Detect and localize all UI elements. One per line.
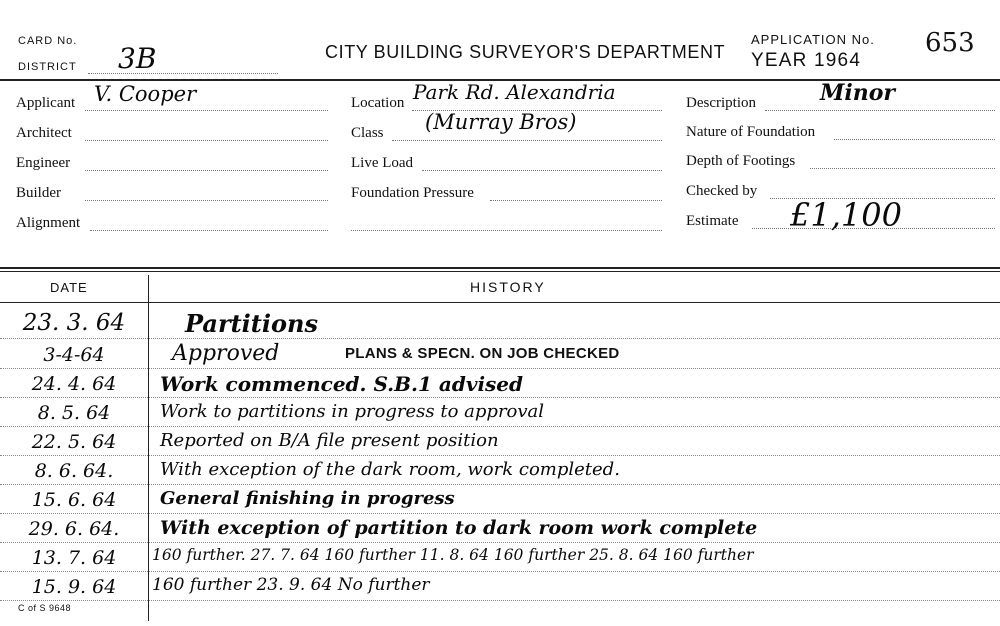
row-history: With exception of partition to dark room work complete [160, 517, 758, 539]
row-date: 23. 3. 64 [22, 310, 126, 336]
architect-label: Architect [16, 125, 72, 141]
location-value: Park Rd. Alexandria [413, 80, 616, 104]
row-history: Work to partitions in progress to approval [160, 401, 545, 422]
row-history: 160 further 23. 9. 64 No further [152, 575, 430, 595]
row-date: 29. 6. 64. [28, 518, 120, 540]
year-label: YEAR 1964 [751, 50, 862, 71]
row-history: Work commenced. S.B.1 advised [160, 372, 524, 396]
card-no-label: CARD No. [18, 35, 78, 47]
estimate-label: Estimate [686, 213, 739, 229]
applicant-value: V. Cooper [94, 82, 197, 106]
row-date: 8. 5. 64 [37, 402, 111, 424]
description-label: Description [686, 95, 756, 111]
row-date: 3-4-64 [43, 344, 105, 366]
builder-label: Builder [16, 185, 61, 201]
row-history: Approved [172, 341, 280, 366]
row-date: 22. 5. 64 [31, 431, 117, 453]
date-column-header: DATE [50, 280, 88, 295]
row-date: 8. 6. 64. [34, 460, 114, 482]
job-checked-stamp: PLANS & SPECN. ON JOB CHECKED [345, 345, 620, 362]
depth-of-footings-label: Depth of Footings [686, 153, 796, 169]
row-history: Partitions [185, 309, 318, 338]
district-label: DISTRICT [18, 61, 77, 73]
application-label: APPLICATION No. [751, 32, 875, 47]
applicant-label: Applicant [16, 95, 76, 111]
nature-of-foundation-label: Nature of Foundation [686, 124, 816, 140]
live-load-label: Live Load [351, 155, 414, 171]
foundation-pressure-label: Foundation Pressure [351, 185, 474, 201]
form-code: C of S 9648 [18, 603, 72, 613]
application-number: 653 [925, 28, 975, 58]
row-history: General finishing in progress [160, 488, 455, 509]
row-date: 15. 9. 64 [31, 576, 117, 598]
row-date: 13. 7. 64 [31, 547, 117, 569]
row-history: With exception of the dark room, work completed. [160, 459, 620, 480]
district-value: 3B [118, 42, 157, 75]
description-value: Minor [820, 80, 895, 106]
row-date: 24. 4. 64 [31, 373, 117, 395]
column-divider [148, 275, 149, 621]
estimate-value: £1,100 [790, 196, 902, 234]
alignment-label: Alignment [16, 215, 81, 231]
row-history: 160 further. 27. 7. 64 160 further 11. 8. 64 160 further 25. 8. 64 160 further [152, 546, 754, 564]
department-title: CITY BUILDING SURVEYOR'S DEPARTMENT [325, 42, 726, 62]
engineer-label: Engineer [16, 155, 71, 171]
class-label: Class [351, 125, 384, 141]
location-label: Location [351, 95, 405, 111]
checked-by-label: Checked by [686, 183, 758, 199]
row-history: Reported on B/A file present position [160, 430, 499, 451]
history-column-header: HISTORY [470, 279, 546, 295]
row-date: 15. 6. 64 [31, 489, 117, 511]
class-value: (Murray Bros) [425, 110, 577, 134]
